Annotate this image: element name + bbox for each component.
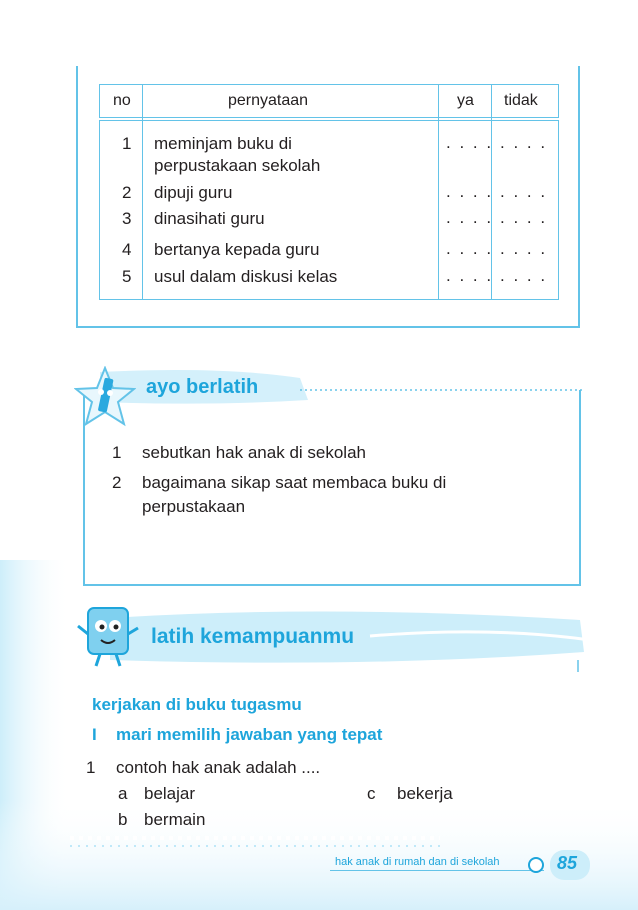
exercise-question: bagaimana sikap saat membaca buku di <box>142 473 447 492</box>
row-number: 2 <box>122 183 132 202</box>
latih-title: latih kemampuanmu <box>151 625 355 648</box>
row-number: 3 <box>122 209 132 228</box>
answer-blank-yes: . . . . <box>446 133 494 152</box>
row-number: 5 <box>122 267 132 286</box>
answer-blank-no: . . . . <box>500 208 548 227</box>
question-text: contoh hak anak adalah .... <box>116 758 321 777</box>
exercise-question-cont: perpustakaan <box>142 497 246 516</box>
row-statement-cont: perpustakaan sekolah <box>154 156 321 175</box>
col-divider <box>142 84 143 300</box>
row-statement: bertanya kepada guru <box>154 240 320 259</box>
exercise-number: 2 <box>112 473 122 492</box>
exercise-title: ayo berlatih <box>146 376 259 398</box>
answer-blank-no: . . . . <box>500 239 548 258</box>
option-letter: c <box>367 784 376 803</box>
row-statement: meminjam buku di <box>154 134 292 153</box>
row-number: 4 <box>122 240 132 259</box>
header-statement: pernyataan <box>228 92 309 109</box>
answer-blank-no: . . . . <box>500 133 548 152</box>
exercise-question: sebutkan hak anak di sekolah <box>142 443 366 462</box>
header-no-answer: tidak <box>504 92 538 109</box>
option-letter: b <box>118 810 128 829</box>
page-number: 85 <box>557 853 578 873</box>
question-number: 1 <box>86 758 96 777</box>
option-text: bekerja <box>397 784 453 803</box>
footer-rule <box>330 870 544 871</box>
footer-circle-icon <box>526 855 546 875</box>
footer-title: hak anak di rumah dan di sekolah <box>335 856 500 868</box>
answer-blank-yes: . . . . <box>446 266 494 285</box>
answer-blank-yes: . . . . <box>446 208 494 227</box>
table-header <box>99 84 559 118</box>
row-statement: dinasihati guru <box>154 209 265 228</box>
exercise-number: 1 <box>112 443 122 462</box>
option-text: bermain <box>144 810 206 829</box>
header-no: no <box>113 92 131 109</box>
answer-blank-no: . . . . <box>500 266 548 285</box>
header-yes: ya <box>457 92 474 109</box>
option-letter: a <box>118 784 128 803</box>
option-text: belajar <box>144 784 196 803</box>
answer-blank-yes: . . . . <box>446 239 494 258</box>
instruction: kerjakan di buku tugasmu <box>92 695 302 714</box>
col-divider <box>438 84 439 300</box>
row-statement: usul dalam diskusi kelas <box>154 267 338 286</box>
row-statement: dipuji guru <box>154 183 233 202</box>
book-mascot-icon <box>74 600 144 670</box>
answer-blank-yes: . . . . <box>446 182 494 201</box>
section-title: mari memilih jawaban yang tepat <box>116 725 383 744</box>
section-number: I <box>92 725 97 744</box>
answer-blank-no: . . . . <box>500 182 548 201</box>
row-number: 1 <box>122 134 132 153</box>
star-pencil-icon <box>74 366 136 428</box>
